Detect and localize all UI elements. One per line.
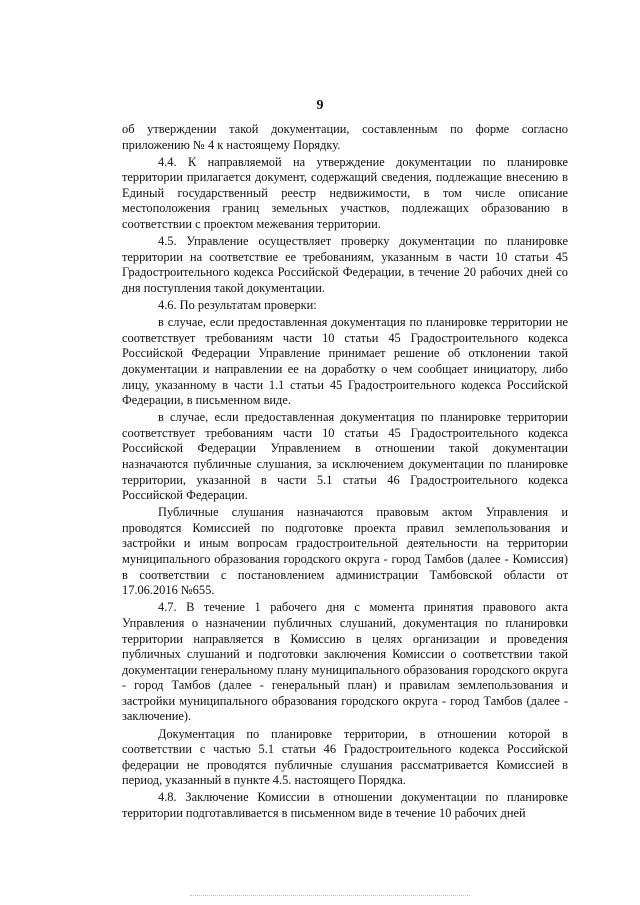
- paragraph: 4.7. В течение 1 рабочего дня с момента принятия правового акта Управления о назначении публичных слушаний, документация по планировки территории направляется в Комиссию в целях организации и проведения публичных слушаний и подготовки заключения Комиссии о соответствии такой документации генеральному плану муниципального образования городского округа - город Тамбов (далее - генеральный план) и правилам землепользования и застройки муниципального образования городского округа - город Тамбов (далее - заключение).: [122, 600, 568, 724]
- scan-artifact-line: [190, 895, 470, 899]
- paragraph: 4.5. Управление осуществляет проверку документации по планировке территории на соответствие ее требованиям, указанным в части 10 статьи 45 Градостроительного кодекса Российской Федерации, в течение 20 рабочих дней со дня поступления такой документации.: [122, 234, 568, 295]
- paragraph: Документация по планировке территории, в отношении которой в соответствии с частью 5.1 статьи 46 Градостроительного кодекса Российской федерации не проводятся публичные слушания рассматривается Комиссией в период, указанный в пункте 4.5. настоящего Порядка.: [122, 726, 568, 788]
- paragraph: 4.8. Заключение Комиссии в отношении документации по планировке территории подготавливается в письменном виде в течение 10 рабочих дней: [122, 790, 568, 821]
- paragraph: Публичные слушания назначаются правовым актом Управления и проводятся Комиссией по подготовке проекта правил землепользования и застройки и иным вопросам градостроительной деятельности на территории муниципального образования городского округа - город Тамбов (далее - Комиссия) в соответствии с постановлением администрации Тамбовской области от 17.06.2016 №655.: [122, 505, 568, 598]
- paragraph: 4.6. По результатам проверки:: [158, 298, 317, 313]
- paragraph: в случае, если предоставленная документация по планировке территории соответствует требованиям части 10 статьи 45 Градостроительного кодекса Российской Федерации Управлением в отношении такой документации назначаются публичные слушания, за исключением документации по планировке территории, указанной в части 5.1 статьи 46 Градостроительного кодекса Российской Федерации.: [122, 410, 568, 503]
- paragraph: 4.4. К направляемой на утверждение документации по планировке территории прилагается документ, содержащий сведения, подлежащие внесению в Единый государственный реестр недвижимости, в том числе описание местоположения границ земельных участков, подлежащих образованию в соответствии с проектом межевания территории.: [122, 154, 568, 232]
- paragraph: в случае, если предоставленная документация по планировке территории не соответствует требованиям части 10 статьи 45 Градостроительного кодекса Российской Федерации Управление принимает решение об отклонении такой документации и направлении ее на доработку о чем сообщает инициатору, либо лицу, указанному в части 1.1 статьи 45 Градостроительного кодекса Российской Федерации, в письменном виде.: [122, 315, 568, 408]
- paragraph: об утверждении такой документации, составленным по форме согласно приложению № 4 к настоящему Порядку.: [122, 122, 568, 152]
- document-body: [122, 122, 568, 823]
- page-number: 9: [316, 98, 324, 113]
